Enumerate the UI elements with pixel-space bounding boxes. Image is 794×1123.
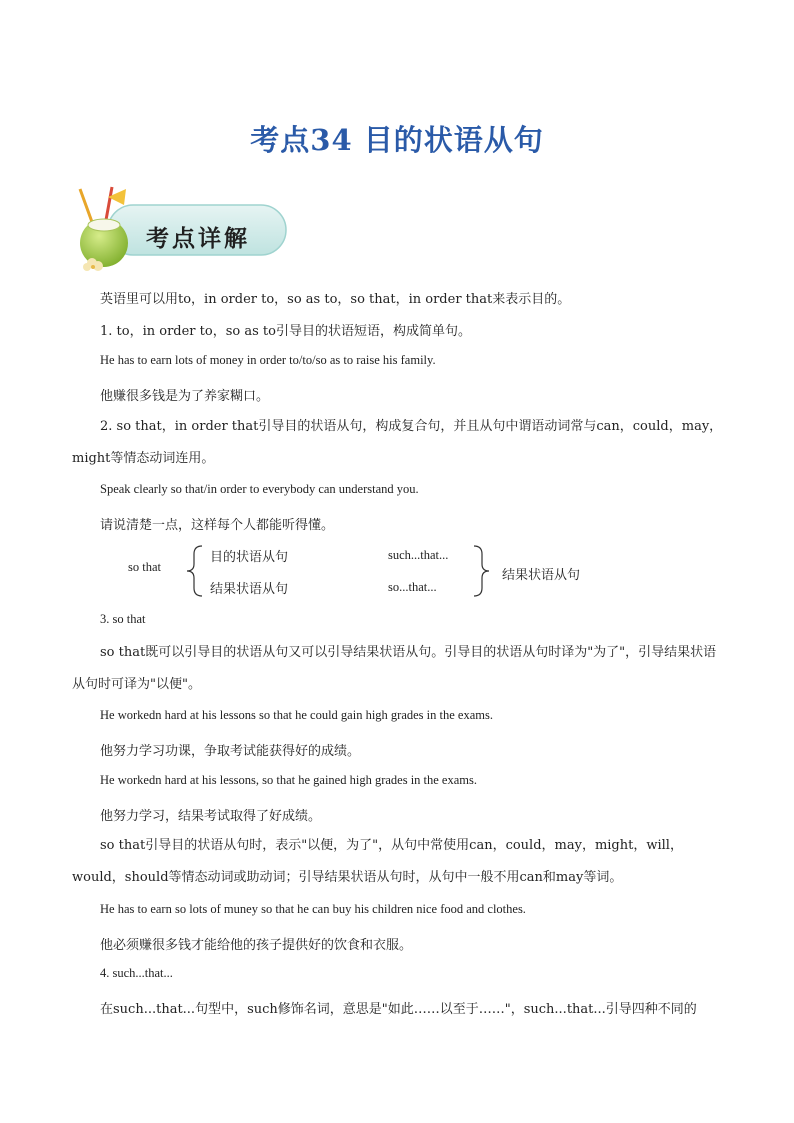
right-brace [470, 544, 492, 598]
example-sentence-5: He has to earn so lots of muney so that he can buy his children nice food and clothes. [100, 902, 526, 916]
translation-5: 他必须赚很多钱才能给他的孩子提供好的饮食和衣服。 [100, 938, 413, 953]
translation-1: 他赚很多钱是为了养家糊口。 [100, 389, 270, 404]
text-line-1: 英语里可以用to，in order to，so as to，so that，in order that来表示目的。 [100, 292, 571, 307]
text-line-18: 在such...that...句型中，such修饰名词，意思是"如此……以至于……"，such...that...引导四种不同的 [100, 1002, 697, 1017]
diagram-left-label: so that [128, 560, 161, 574]
diagram-bottom-left: 结果状语从句 [210, 582, 289, 597]
banner-label: 考点详解 [146, 226, 250, 252]
example-sentence-4: He workedn hard at his lessons, so that he gained high grades in the exams. [100, 773, 477, 787]
left-brace [184, 544, 206, 598]
text-line-9: so that既可以引导目的状语从句又可以引导结果状语从句。引导目的状语从句时译为"为了"，引导结果状语从句时可译为"以便"。 [72, 645, 717, 692]
diagram-bottom-right: so...that... [388, 580, 437, 594]
translation-3: 他努力学习功课，争取考试能获得好的成绩。 [100, 744, 361, 759]
diagram-top-right: such...that... [388, 548, 449, 562]
text-line-2: 1. to，in order to，so as to引导目的状语短语，构成简单句。 [100, 324, 471, 339]
text-line-5: 2. so that，in order that引导目的状语从句，构成复合句，并且从句中谓语动词常与can，could，may，might等情态动词连用。 [72, 419, 723, 466]
section-heading-3: 3. so that [100, 612, 146, 626]
translation-4: 他努力学习，结果考试取得了好成绩。 [100, 809, 322, 824]
coconut-drink-icon [80, 187, 128, 271]
text-line-14: so that引导目的状语从句时，表示"以便，为了"，从句中常使用can，could，may，might，will，would，should等情态动词或助动词；引导结果状语从句时，从句中一般不用can和may等词。 [72, 838, 683, 885]
example-sentence-3: He workedn hard at his lessons so that he could gain high grades in the exams. [100, 708, 493, 722]
section-heading-4: 4. such...that... [100, 966, 173, 980]
translation-2: 请说清楚一点，这样每个人都能听得懂。 [100, 518, 335, 533]
page-title: 考点34 目的状语从句 [250, 123, 544, 157]
diagram-top-left: 目的状语从句 [210, 550, 289, 565]
example-sentence-2: Speak clearly so that/in order to everybody can understand you. [100, 482, 419, 496]
diagram-right-label: 结果状语从句 [502, 568, 581, 583]
example-sentence-1: He has to earn lots of money in order to/to/so as to raise his family. [100, 353, 436, 367]
